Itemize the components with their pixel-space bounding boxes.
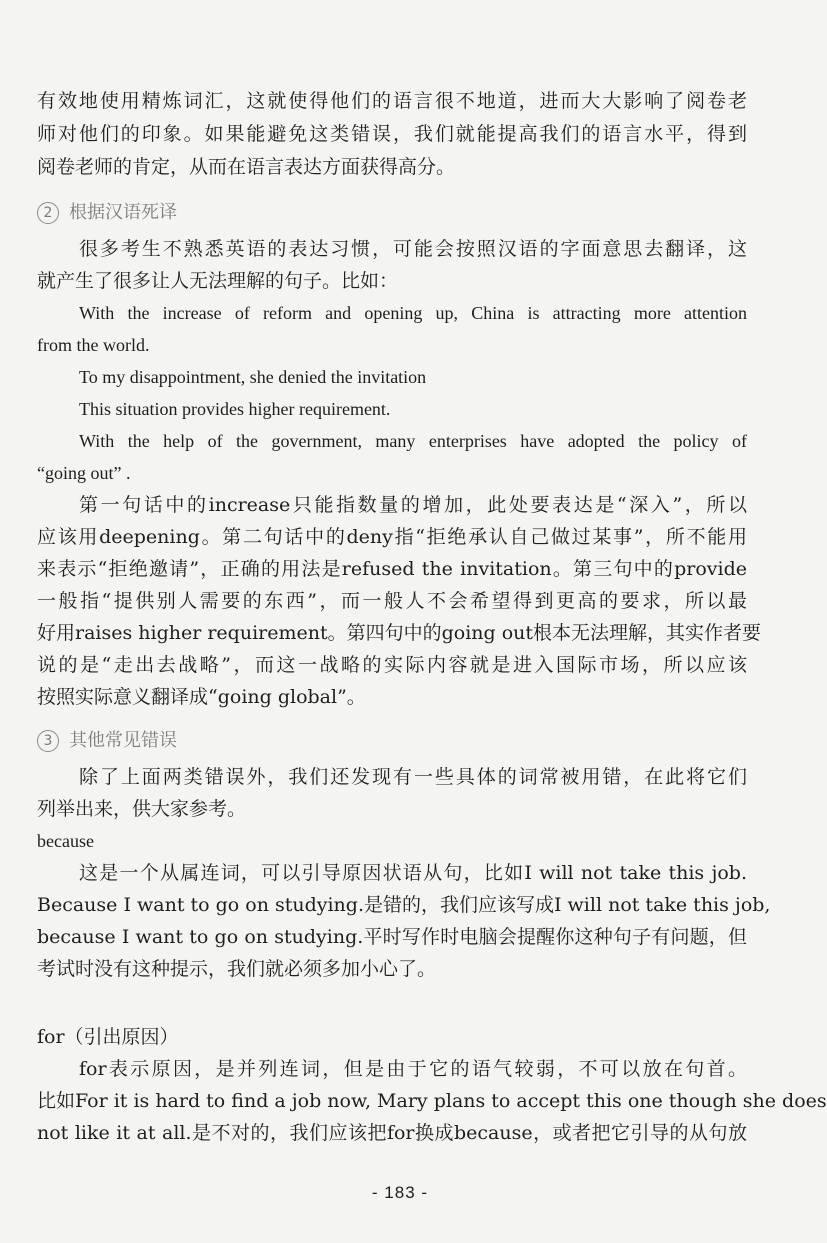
section-heading-3 <box>37 726 177 756</box>
paragraph-line: 好用raises higher requirement。第四句中的going out根本无法理解，其实作者要 <box>37 622 762 644</box>
example-line: With the increase of reform and opening up, China is attracting more attention <box>79 303 747 323</box>
paragraph-line: 很多考生不熟悉英语的表达习惯，可能会按照汉语的字面意思去翻译，这 <box>79 238 747 260</box>
circled-number: 3 <box>37 730 59 752</box>
paragraph-line: 除了上面两类错误外，我们还发现有一些具体的词常被用错，在此将它们 <box>79 766 747 788</box>
section-title: 其他常见错误 <box>69 730 177 751</box>
page-number: - 183 - <box>371 1183 429 1202</box>
paragraph-line: not like it at all.是不对的，我们应该把for换成because，或者把它引导的从句放 <box>37 1122 747 1144</box>
paragraph-line: 一般指“提供别人需要的东西”，而一般人不会希望得到更高的要求，所以最 <box>37 590 747 612</box>
paragraph-line: Because I want to go on studying.是错的，我们应该写成I will not take this job, <box>37 894 771 916</box>
example-line: With the help of the government, many enterprises have adopted the policy of <box>79 431 747 451</box>
example-line: This situation provides higher requirement. <box>79 399 391 419</box>
paragraph-line: because I want to go on studying.平时写作时电脑会提醒你这种句子有问题，但 <box>37 926 747 948</box>
paragraph-line: 就产生了很多让人无法理解的句子。比如： <box>37 270 399 292</box>
paragraph-line: 考试时没有这种提示，我们就必须多加小心了。 <box>37 958 437 980</box>
circled-number: 2 <box>37 202 59 224</box>
term-heading-for: for（引出原因） <box>37 1026 179 1048</box>
example-line: To my disappointment, she denied the invitation <box>79 367 427 387</box>
intro-line: 师对他们的印象。如果能避免这类错误，我们就能提高我们的语言水平，得到 <box>37 123 747 145</box>
paragraph-line: 来表示“拒绝邀请”，正确的用法是refused the invitation。第三句中的provide <box>37 558 747 580</box>
paragraph-line: 按照实际意义翻译成“going global”。 <box>37 686 366 708</box>
term-heading-because: because <box>37 831 94 851</box>
paragraph-line: 应该用deepening。第二句话中的deny指“拒绝承认自己做过某事”，所不能用 <box>37 526 747 548</box>
intro-line: 有效地使用精炼词汇，这就使得他们的语言很不地道，进而大大影响了阅卷老 <box>37 90 747 112</box>
example-line: “going out” . <box>37 463 131 483</box>
section-title: 根据汉语死译 <box>69 202 177 223</box>
paragraph-line: 比如For it is hard to find a job now, Mary plans to accept this one though she does <box>37 1090 827 1112</box>
paragraph-line: 第一句话中的increase只能指数量的增加，此处要表达是“深入”，所以 <box>79 494 747 516</box>
section-heading-2 <box>37 198 177 228</box>
paragraph-line: for表示原因，是并列连词，但是由于它的语气较弱，不可以放在句首。 <box>79 1058 747 1080</box>
paragraph-line: 这是一个从属连词，可以引导原因状语从句，比如I will not take this job. <box>79 862 747 884</box>
paragraph-line: 列举出来，供大家参考。 <box>37 798 247 820</box>
example-line: from the world. <box>37 335 150 355</box>
paragraph-line: 说的是“走出去战略”，而这一战略的实际内容就是进入国际市场，所以应该 <box>37 654 747 676</box>
intro-line: 阅卷老师的肯定，从而在语言表达方面获得高分。 <box>37 156 456 178</box>
